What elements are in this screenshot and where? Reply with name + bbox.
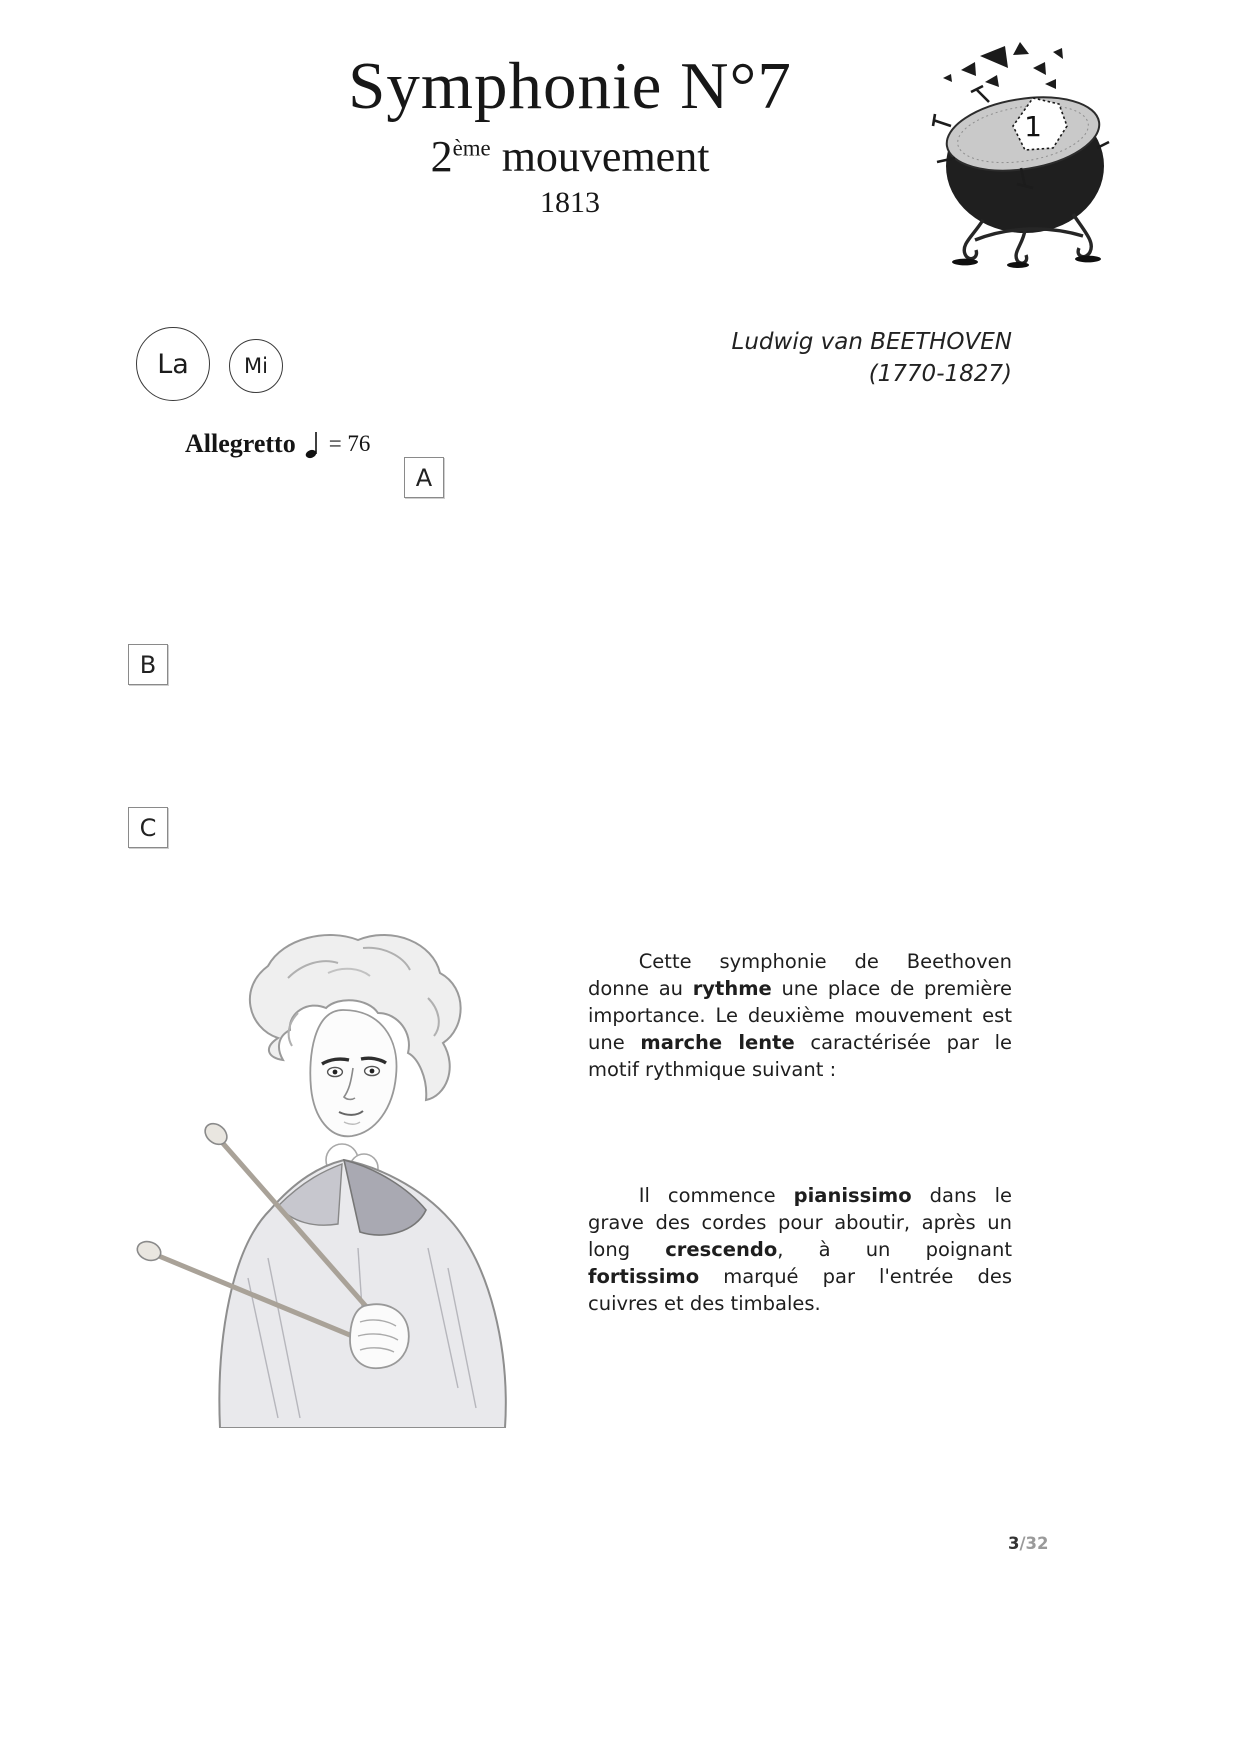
movement-number: 2: [430, 132, 453, 181]
tempo-marking: [185, 428, 370, 460]
body-text: dans le grave des cordes pour aboutir, après un long: [588, 1184, 1012, 1261]
rehearsal-mark-B: B: [128, 644, 168, 685]
body-text: une place de première importance. Le deuxième mouvement est une: [588, 977, 1012, 1054]
rehearsal-mark-C: C: [128, 807, 168, 848]
total-pages: /32: [1019, 1534, 1049, 1553]
body-text: , à un poignant: [777, 1238, 1012, 1261]
timpani-illustration: [925, 38, 1110, 268]
body-text: caractérisée par le motif rythmique suivant :: [588, 1031, 1013, 1081]
body-text: marqué par l'entrée des cuivres et des timbales.: [588, 1265, 1012, 1315]
movement-word: mouvement: [490, 132, 710, 181]
composer-dates: (1770-1827): [868, 361, 1012, 387]
paragraph-about-dynamics: [588, 1182, 1012, 1317]
body-text: Cette symphonie de Beethoven donne au: [588, 950, 1012, 1000]
emphasized-term: marche lente: [640, 1031, 795, 1054]
paragraph-about-rhythm: [588, 948, 1012, 1083]
current-page: 3: [1008, 1534, 1020, 1553]
rhythm-motif: [728, 1090, 903, 1162]
rehearsal-mark-A: A: [404, 457, 444, 498]
tuning-note-la: La: [136, 327, 210, 401]
page-number: [1008, 1534, 1048, 1553]
page-title: Symphonie N°7: [348, 49, 792, 123]
tuning-note-mi: Mi: [229, 339, 283, 393]
face: [310, 1010, 396, 1136]
tempo-value: = 76: [328, 431, 371, 456]
composition-year: 1813: [540, 186, 600, 219]
quarter-note-icon: [305, 428, 320, 460]
emphasized-term: rythme: [692, 977, 772, 1000]
timpani-number-badge: 1: [1024, 110, 1042, 143]
composer-name: Ludwig van BEETHOVEN: [731, 329, 1012, 355]
movement-ordinal-suffix: ème: [452, 135, 491, 161]
beethoven-portrait-sketch: [128, 918, 568, 1428]
emphasized-term: crescendo: [665, 1238, 778, 1261]
tempo-word: Allegretto: [185, 429, 296, 458]
body-text: Il commence: [638, 1184, 794, 1207]
hand: [350, 1304, 409, 1368]
composer-credit: [640, 326, 1012, 390]
emphasized-term: pianissimo: [793, 1184, 912, 1207]
confetti-triangles: [943, 42, 1063, 89]
emphasized-term: fortissimo: [588, 1265, 700, 1288]
